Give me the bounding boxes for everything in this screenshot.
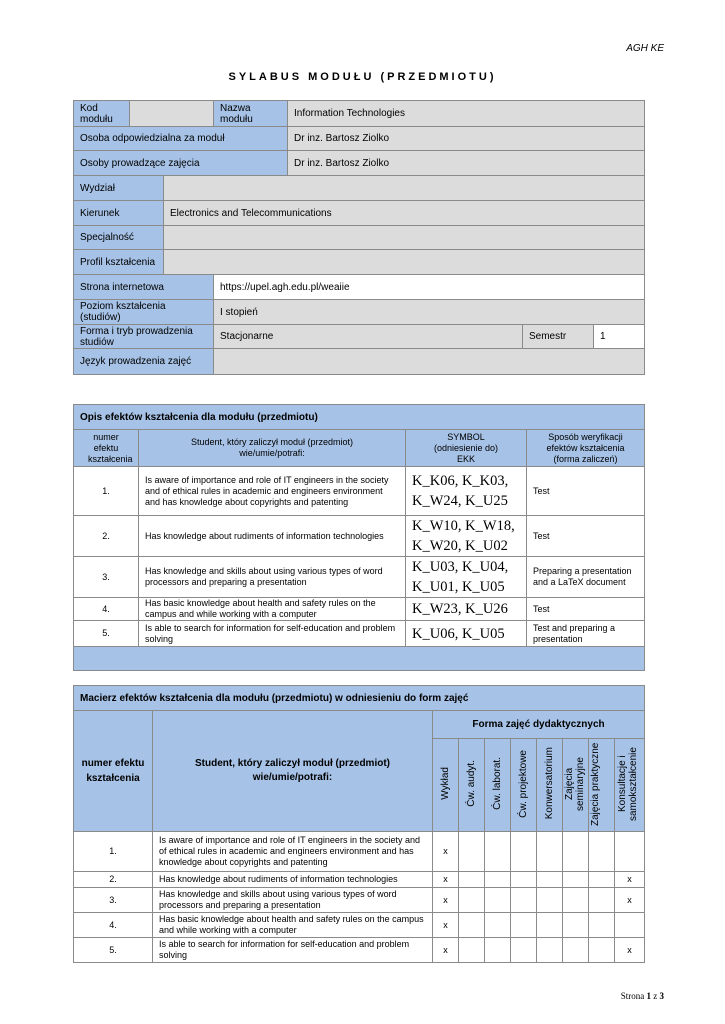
matrix-mark: [485, 913, 511, 938]
outcome-text: Has knowledge about rudiments of information technologies: [139, 516, 406, 557]
matrix-mark: [537, 913, 563, 938]
outcome-method: Test: [527, 598, 645, 621]
form-header-cell: [589, 739, 615, 832]
matrix-table: [73, 685, 645, 963]
form-header-label: Zajęcia seminaryjne: [563, 756, 586, 811]
form-header-cell: [511, 739, 537, 832]
kod-label: Kod modułu: [74, 101, 130, 127]
profil-label: Profil kształcenia: [74, 250, 164, 275]
outcomes-title: Opis efektów kształcenia dla modułu (przedmiotu): [74, 405, 645, 430]
matrix-row-3: [74, 888, 645, 913]
outcome-num: 3.: [74, 557, 139, 598]
matrix-row-5: [74, 938, 645, 963]
matrix-mark: [511, 872, 537, 888]
form-header-cell: [485, 739, 511, 832]
outcomes-col-symbol: SYMBOL (odniesienie do) EKK: [406, 430, 527, 467]
matrix-mark: [563, 913, 589, 938]
outcome-num: 5.: [74, 621, 139, 647]
matrix-row-4: [74, 913, 645, 938]
outcomes-footer-band: [74, 647, 645, 671]
matrix-mark: [589, 832, 615, 872]
matrix-col-student: Student, który zaliczył moduł (przedmiot) wie/umie/potrafi:: [153, 711, 433, 832]
page-title: SYLABUS MODUŁU (PRZEDMIOTU): [228, 71, 497, 83]
matrix-mark: [615, 913, 645, 938]
matrix-mark: x: [433, 872, 459, 888]
matrix-mark: [459, 913, 485, 938]
matrix-mark: [459, 888, 485, 913]
matrix-mark: [589, 872, 615, 888]
semestr-label: Semestr: [523, 325, 594, 349]
page-number: 1: [646, 991, 651, 1001]
matrix-mark: [537, 872, 563, 888]
page-total: 3: [659, 991, 664, 1001]
form-header-label: Ćw. projektowe: [518, 749, 529, 818]
matrix-mark: x: [615, 888, 645, 913]
matrix-row-text: Has knowledge about rudiments of information technologies: [153, 872, 433, 888]
outcome-text: Has basic knowledge about health and safety rules on the campus and while working with a computer: [139, 598, 406, 621]
forma-label: Forma i tryb prowadzenia studiów: [74, 325, 214, 349]
outcome-symbol: K_U03, K_U04, K_U01, K_U05: [406, 557, 527, 598]
outcome-method: Test and preparing a presentation: [527, 621, 645, 647]
form-header-cell: [433, 739, 459, 832]
matrix-mark: [511, 832, 537, 872]
page-footer: [621, 991, 664, 1001]
poziom-label: Poziom kształcenia (studiów): [74, 300, 214, 325]
outcome-num: 1.: [74, 467, 139, 516]
matrix-mark: [485, 938, 511, 963]
matrix-mark: [511, 938, 537, 963]
forma-value: Stacjonarne: [214, 325, 523, 349]
matrix-mark: [511, 913, 537, 938]
matrix-mark: [459, 872, 485, 888]
outcomes-table: [73, 404, 645, 671]
matrix-mark: x: [615, 872, 645, 888]
matrix-mark: x: [433, 938, 459, 963]
form-header-label: Konsultacje i samokształcenie: [616, 746, 639, 821]
kod-value: [130, 101, 214, 127]
outcomes-col-method: Sposób weryfikacji efektów kształcenia (forma zaliczeń): [527, 430, 645, 467]
outcomes-col-student: Student, który zaliczył moduł (przedmiot) wie/umie/potrafi:: [139, 430, 406, 467]
matrix-row-text: Is aware of importance and role of IT engineers in the society and of ethical rules in academic and engineers environment and has knowledge about copyrights and patenting: [153, 832, 433, 872]
osoba-value: Dr inz. Bartosz Ziolko: [288, 127, 645, 151]
matrix-mark: x: [433, 913, 459, 938]
module-info-table: [73, 100, 645, 375]
outcomes-col-num: numer efektu kształcenia: [74, 430, 139, 467]
matrix-mark: [459, 832, 485, 872]
of-word: z: [653, 991, 658, 1001]
form-header-cell: [615, 739, 645, 832]
outcome-method: Preparing a presentation and a LaTeX document: [527, 557, 645, 598]
matrix-mark: [589, 938, 615, 963]
jezyk-value: [214, 349, 645, 375]
nazwa-value: Information Technologies: [288, 101, 645, 127]
semestr-value: 1: [594, 325, 645, 349]
form-header-label: Zajęcia praktyczne: [589, 741, 601, 826]
matrix-mark: [589, 913, 615, 938]
jezyk-label: Język prowadzenia zajęć: [74, 349, 214, 375]
matrix-mark: [563, 938, 589, 963]
prowadzace-value: Dr inz. Bartosz Ziolko: [288, 151, 645, 176]
profil-value: [164, 250, 645, 275]
matrix-row-1: [74, 832, 645, 872]
matrix-mark: [537, 832, 563, 872]
form-header-cell: [537, 739, 563, 832]
forms-header: Forma zajęć dydaktycznych: [433, 711, 645, 739]
matrix-row-text: Has knowledge and skills about using various types of word processors and preparing a presentation: [153, 888, 433, 913]
outcome-method: Test: [527, 516, 645, 557]
matrix-mark: x: [615, 938, 645, 963]
matrix-row-2: [74, 872, 645, 888]
osoba-label: Osoba odpowiedzialna za moduł: [74, 127, 288, 151]
wydzial-value: [164, 176, 645, 201]
nazwa-label: Nazwa modułu: [214, 101, 288, 127]
strona-value: https://upel.agh.edu.pl/weaiie: [214, 275, 645, 300]
matrix-row-num: 3.: [74, 888, 153, 913]
specjalnosc-value: [164, 226, 645, 250]
matrix-mark: [485, 872, 511, 888]
matrix-row-num: 4.: [74, 913, 153, 938]
matrix-col-num: numer efektu kształcenia: [74, 711, 153, 832]
matrix-mark: x: [433, 888, 459, 913]
matrix-mark: [615, 832, 645, 872]
form-header-label: Ćw. audyt.: [466, 760, 477, 807]
poziom-value: I stopień: [214, 300, 645, 325]
wydzial-label: Wydział: [74, 176, 164, 201]
matrix-mark: [589, 888, 615, 913]
outcome-text: Has knowledge and skills about using various types of word processors and preparing a presentation: [139, 557, 406, 598]
outcome-text: Is aware of importance and role of IT engineers in the society and of ethical rules in academic and engineers environment and has knowledge about copyrights and patenting: [139, 467, 406, 516]
kierunek-value: Electronics and Telecommunications: [164, 201, 645, 226]
matrix-mark: [511, 888, 537, 913]
matrix-mark: [537, 938, 563, 963]
matrix-row-num: 1.: [74, 832, 153, 872]
matrix-mark: [563, 888, 589, 913]
outcome-text: Is able to search for information for self-education and problem solving: [139, 621, 406, 647]
matrix-mark: [537, 888, 563, 913]
matrix-mark: [563, 872, 589, 888]
matrix-row-num: 5.: [74, 938, 153, 963]
matrix-row-text: Is able to search for information for self-education and problem solving: [153, 938, 433, 963]
matrix-mark: x: [433, 832, 459, 872]
form-header-cell: [459, 739, 485, 832]
form-header-label: Ćw. laborat.: [492, 757, 503, 810]
form-header-label: Konwersatorium: [544, 747, 555, 820]
outcome-num: 4.: [74, 598, 139, 621]
matrix-mark: [485, 888, 511, 913]
strona-label: Strona internetowa: [74, 275, 214, 300]
matrix-mark: [485, 832, 511, 872]
outcome-symbol: K_U06, K_U05: [406, 621, 527, 647]
prowadzace-label: Osoby prowadzące zajęcia: [74, 151, 288, 176]
form-header-label: Wykład: [440, 767, 451, 800]
outcome-symbol: K_K06, K_K03, K_W24, K_U25: [406, 467, 527, 516]
form-header-cell: [563, 739, 589, 832]
matrix-title: Macierz efektów kształcenia dla modułu (przedmiotu) w odniesieniu do form zajęć: [74, 686, 645, 711]
specjalnosc-label: Specjalność: [74, 226, 164, 250]
kierunek-label: Kierunek: [74, 201, 164, 226]
outcome-num: 2.: [74, 516, 139, 557]
outcome-symbol: K_W10, K_W18, K_W20, K_U02: [406, 516, 527, 557]
outcome-method: Test: [527, 467, 645, 516]
page-word: Strona: [620, 991, 645, 1001]
institution-header: AGH KE: [626, 43, 664, 54]
matrix-row-text: Has basic knowledge about health and safety rules on the campus and while working with a computer: [153, 913, 433, 938]
matrix-mark: [563, 832, 589, 872]
matrix-mark: [459, 938, 485, 963]
matrix-row-num: 2.: [74, 872, 153, 888]
outcome-symbol: K_W23, K_U26: [406, 598, 527, 621]
